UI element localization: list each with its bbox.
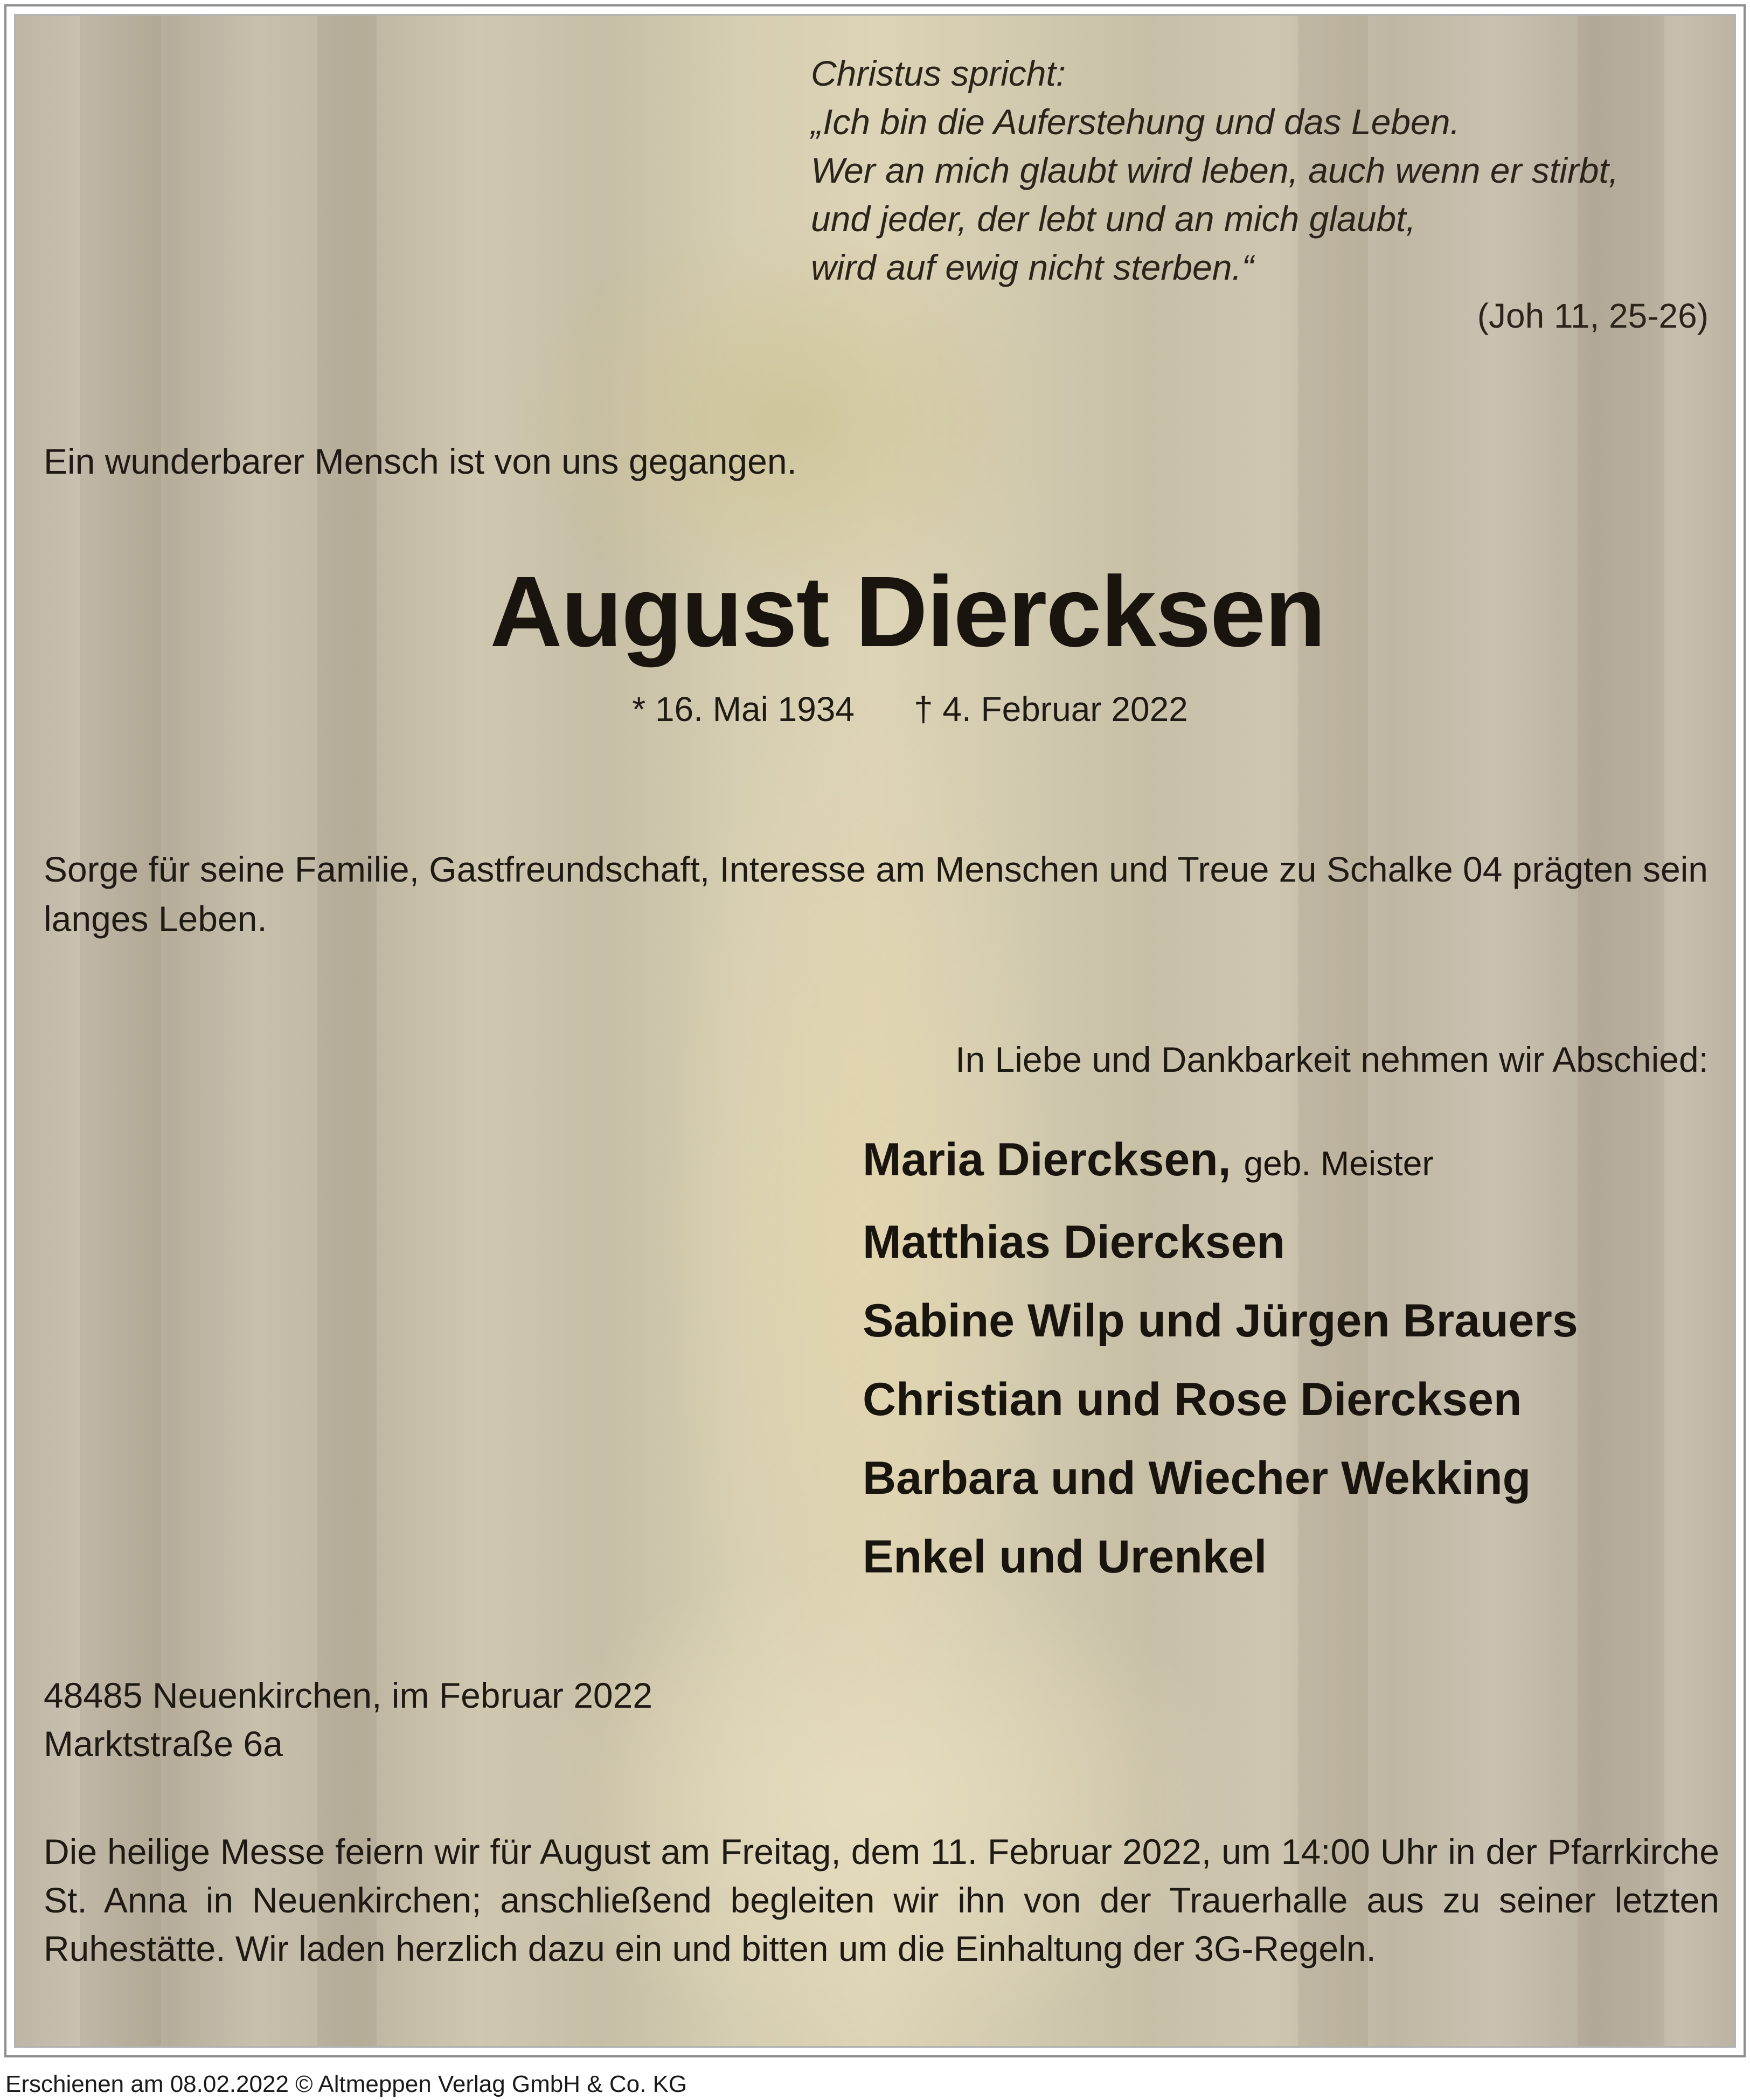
place-and-date: 48485 Neuenkirchen, im Februar 2022 xyxy=(44,1675,653,1715)
mourner-item xyxy=(863,1120,1578,1203)
death-date: † 4. Februar 2022 xyxy=(913,690,1188,729)
mourner-item xyxy=(863,1360,1578,1439)
mourner-name: Barbara und Wiecher Wekking xyxy=(863,1452,1531,1504)
quote-line: „Ich bin die Auferstehung und das Leben. xyxy=(811,102,1460,142)
tribute-text: Sorge für seine Familie, Gastfreundschaft, Interesse am Menschen und Treue zu Schalke 04 prägten sein langes Leben. xyxy=(44,849,1709,939)
publication-credit: Erschienen am 08.02.2022 © Altmeppen Verlag GmbH & Co. KG xyxy=(5,2071,688,2097)
obituary-content xyxy=(16,16,1734,2046)
life-dates xyxy=(16,685,1734,733)
mourner-name: Matthias Diercksen xyxy=(863,1216,1285,1268)
forest-background-image xyxy=(14,14,1736,2048)
mourner-name: Maria Diercksen, xyxy=(863,1134,1231,1186)
obituary-frame xyxy=(4,4,1746,2057)
mourner-item xyxy=(863,1517,1578,1596)
intro-text: Ein wunderbarer Mensch ist von uns gegangen. xyxy=(44,441,797,481)
quote-reference: (Joh 11, 25-26) xyxy=(1477,296,1709,335)
mourner-name: Enkel und Urenkel xyxy=(863,1531,1267,1583)
quote-line: Christus spricht: xyxy=(811,53,1066,93)
address-block xyxy=(44,1671,652,1768)
bible-quote xyxy=(811,49,1727,292)
deceased-name: August Diercksen xyxy=(490,556,1325,668)
birth-date: * 16. Mai 1934 xyxy=(632,690,855,729)
quote-line: und jeder, der lebt und an mich glaubt, xyxy=(811,199,1416,239)
mourner-item xyxy=(863,1439,1578,1517)
quote-line: wird auf ewig nicht sterben.“ xyxy=(811,247,1254,287)
mourners-list xyxy=(863,1120,1578,1596)
mourner-item xyxy=(863,1203,1578,1281)
mourner-maiden-name: geb. Meister xyxy=(1244,1144,1434,1183)
funeral-service-text: Die heilige Messe feiern wir für August am Freitag, dem 11. Februar 2022, um 14:00 Uhr in der Pfarrkirche St. Anna in Neuenkirchen; anschließend begleiten wir ihn von der Trauerhalle aus zu seiner letzten Ruhestätte. Wir laden herzlich dazu ein und bitten um die Einhaltung der 3G-Regeln. xyxy=(44,1832,1719,1969)
mourner-name: Christian und Rose Diercksen xyxy=(863,1374,1522,1425)
mourner-item xyxy=(863,1281,1578,1360)
street-address: Marktstraße 6a xyxy=(44,1724,283,1764)
farewell-text: In Liebe und Dankbarkeit nehmen wir Abschied: xyxy=(955,1039,1709,1079)
mourner-name: Sabine Wilp und Jürgen Brauers xyxy=(863,1295,1578,1347)
quote-line: Wer an mich glaubt wird leben, auch wenn er stirbt, xyxy=(811,150,1619,190)
